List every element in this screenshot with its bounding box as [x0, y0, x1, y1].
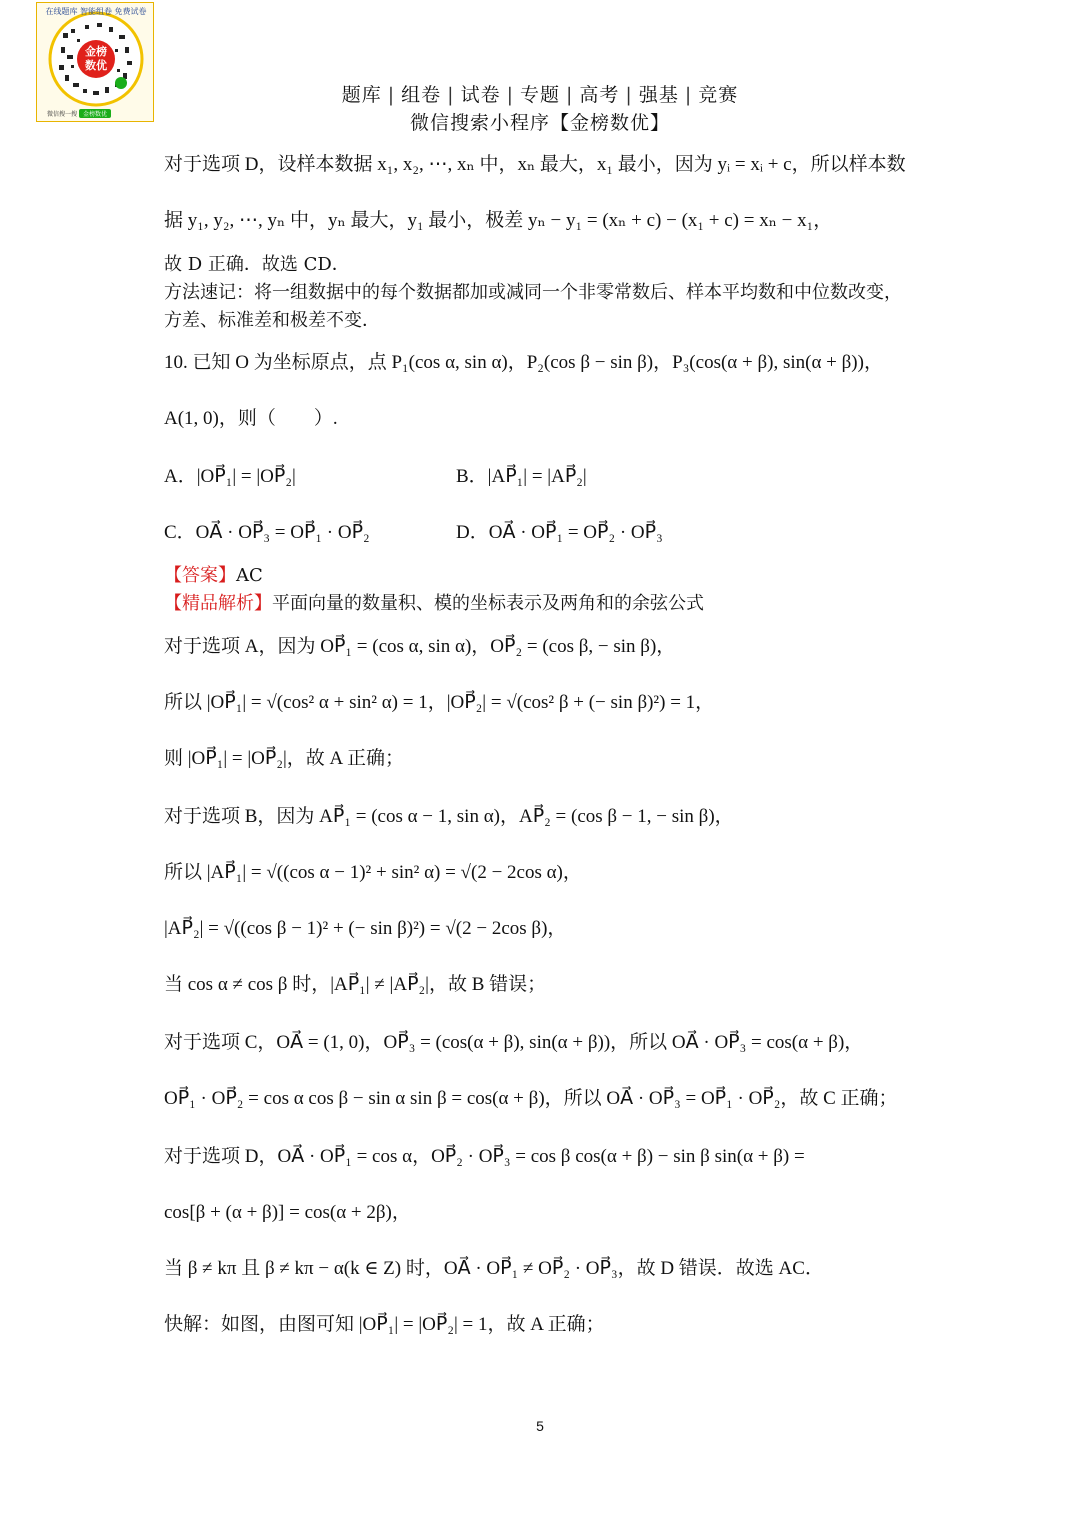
- header-subtitle: 微信搜索小程序【金榜数优】: [409, 112, 670, 134]
- option-c: C．OA⃗ · OP⃗₃ = OP⃗₁ · OP⃗₂: [164, 522, 370, 543]
- analysis-line: [164, 591, 944, 617]
- text-line: 所以 |AP⃗₁| = √((cos α − 1)² + sin² α) = √(2 − 2cos α)，: [164, 862, 582, 883]
- option-row-cd: [164, 520, 944, 546]
- text-line: 对于选项 D，设样本数据 x₁, x₂, ⋯, xₙ 中，xₙ 最大，x₁ 最小，因为 yᵢ = xᵢ + c，所以样本数: [164, 154, 906, 175]
- text-line: 对于选项 A，因为 OP⃗₁ = (cos α, sin α)，OP⃗₂ = (cos β, − sin β)，: [164, 636, 676, 657]
- text-line: 据 y₁, y₂, ⋯, yₙ 中，yₙ 最大，y₁ 最小，极差 yₙ − y₁ = (xₙ + c) − (x₁ + c) = xₙ − x₁，: [164, 210, 833, 231]
- text-line: 方差、标准差和极差不变．: [164, 310, 380, 331]
- answer-value: AC: [236, 565, 263, 586]
- text-line: OP⃗₁ · OP⃗₂ = cos α cos β − sin α sin β = cos(α + β)，所以 OA⃗ · OP⃗₃ = OP⃗₁ · OP⃗₂，故 C 正确；: [164, 1088, 898, 1109]
- text-line: cos[β + (α + β)] = cos(α + 2β)，: [164, 1202, 411, 1223]
- option-b: B．|AP⃗₁| = |AP⃗₂|: [456, 466, 587, 487]
- text-line: 则 |OP⃗₁| = |OP⃗₂|，故 A 正确；: [164, 748, 404, 769]
- text-line: |AP⃗₂| = √((cos β − 1)² + (− sin β)²) = √(2 − 2cos β)，: [164, 918, 567, 939]
- nav-item[interactable]: 高考: [579, 84, 620, 106]
- text-line: 对于选项 C，OA⃗ = (1, 0)，OP⃗₃ = (cos(α + β), sin(α + β))，所以 OA⃗ · OP⃗₃ = cos(α + β)，: [164, 1032, 864, 1053]
- question-10-stem-cont: A(1, 0)，则（ ）.: [164, 408, 338, 429]
- logo-text-line2: 数优: [85, 59, 107, 72]
- text-line: 当 β ≠ kπ 且 β ≠ kπ − α(k ∈ Z) 时，OA⃗ · OP⃗₁ ≠ OP⃗₂ · OP⃗₃，故 D 错误．故选 AC．: [164, 1258, 824, 1279]
- nav-item[interactable]: 竞赛: [698, 84, 739, 106]
- logo-arc-text: 在线题库 智能组卷 免费试卷: [45, 7, 147, 16]
- analysis-label: 【精品解析】: [164, 593, 272, 614]
- text-line: 对于选项 D，OA⃗ · OP⃗₁ = cos α，OP⃗₂ · OP⃗₃ = cos β cos(α + β) − sin β sin(α + β) =: [164, 1146, 805, 1167]
- header-nav: 题库 | 组卷 | 试卷 | 专题 | 高考 | 强基 | 竞赛: [341, 84, 739, 106]
- text-line: 对于选项 B，因为 AP⃗₁ = (cos α − 1, sin α)，AP⃗₂ = (cos β − 1, − sin β)，: [164, 806, 734, 827]
- nav-item[interactable]: 强基: [638, 84, 679, 106]
- page-number: 5: [536, 1418, 544, 1434]
- text-line: 所以 |OP⃗₁| = √(cos² α + sin² α) = 1，|OP⃗₂| = √(cos² β + (− sin β)²) = 1，: [164, 692, 715, 713]
- question-10-stem: 10. 已知 O 为坐标原点，点 P₁(cos α, sin α)，P₂(cos β − sin β)，P₃(cos(α + β), sin(α + β))，: [164, 352, 883, 373]
- option-a: A．|OP⃗₁| = |OP⃗₂|: [164, 466, 296, 487]
- answer-line: [164, 563, 944, 589]
- text-line: 当 cos α ≠ cos β 时，|AP⃗₁| ≠ |AP⃗₂|，故 B 错误；: [164, 974, 547, 995]
- option-d: D．OA⃗ · OP⃗₁ = OP⃗₂ · OP⃗₃: [456, 522, 663, 543]
- answer-label: 【答案】: [164, 565, 236, 586]
- text-line: 故 D 正确．故选 CD．: [164, 254, 350, 275]
- nav-item[interactable]: 专题: [519, 84, 560, 106]
- logo-footer-right: 金榜数优: [79, 109, 111, 118]
- text-line: 方法速记：将一组数据中的每个数据都加或减同一个非零常数后、样本平均数和中位数改变，: [164, 282, 902, 303]
- nav-item[interactable]: 试卷: [460, 84, 501, 106]
- nav-item[interactable]: 题库: [341, 84, 382, 106]
- nav-item[interactable]: 组卷: [401, 84, 442, 106]
- text-line: 快解：如图，由图可知 |OP⃗₁| = |OP⃗₂| = 1，故 A 正确；: [164, 1314, 605, 1335]
- option-row-ab: [164, 464, 944, 490]
- analysis-value: 平面向量的数量积、模的坐标表示及两角和的余弦公式: [272, 593, 704, 614]
- logo-footer-left: 微信搜一搜: [47, 111, 78, 118]
- logo-emblem: [77, 40, 115, 78]
- logo-text-line1: 金榜: [85, 45, 107, 58]
